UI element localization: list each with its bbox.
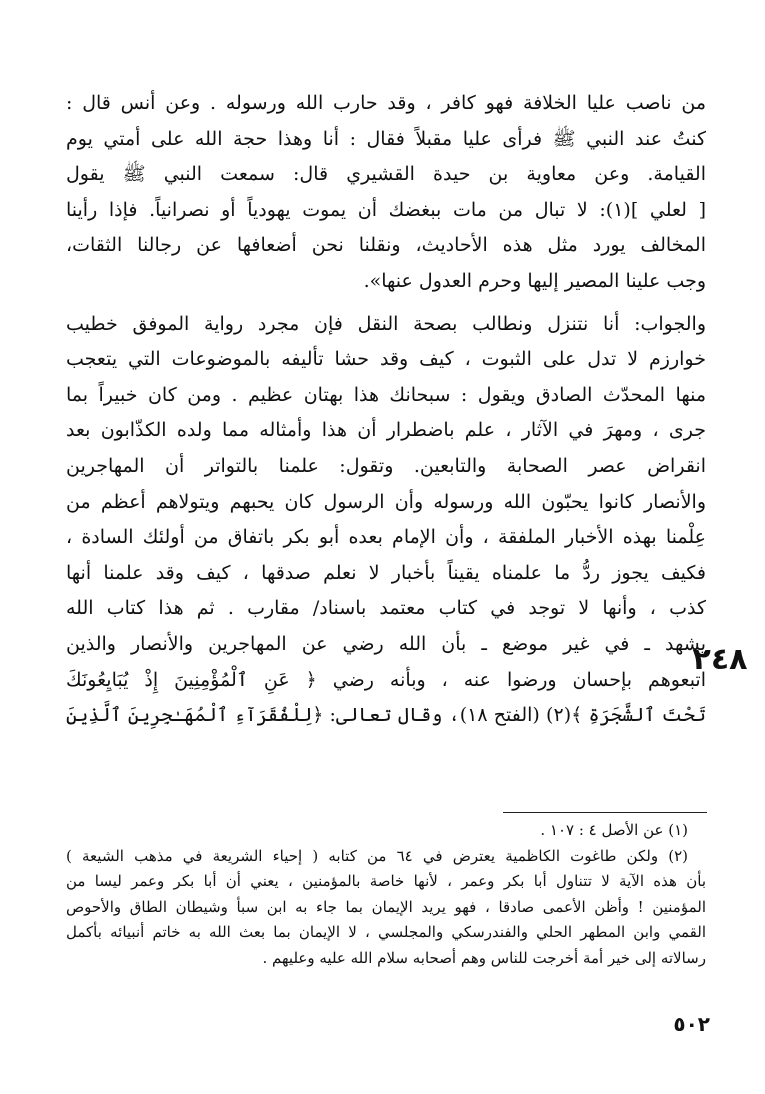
text-line: جرى ، ومهرَ في الآثار ، علم باضطرار أن هذا وأمثاله مما ولده الكذّابون بعد bbox=[66, 419, 706, 442]
text-line: منها المحدّث الصادق ويقول : سبحانك هذا بهتان عظيم . ومن كان خبيراً بما bbox=[66, 383, 706, 406]
page-number: ٥٠٢ bbox=[673, 1012, 710, 1036]
text-line: والأنصار كانوا يحبّون الله ورسوله وأن الرسول كان يحبهم ويتولاهم أعظم من bbox=[66, 490, 706, 513]
footnote-line: المؤمنين ! وأظن الأعمى صادقا ، فهو يريد الإيمان بما جاء به ابن سبأ وشيطان الطاق والأحوص bbox=[66, 897, 706, 916]
paragraph-gap bbox=[66, 300, 706, 307]
text-line: كنتُ عند النبي ﷺ فرأى عليا مقبلاً فقال : أنا وهذا حجة الله على أمتي يوم bbox=[66, 127, 706, 150]
text-line: [ لعلي ](١): لا تبال من مات ببغضك أن يموت يهودياً أو نصرانياً. فإذا رأينا bbox=[66, 198, 706, 221]
footnote-line: بأن هذه الآية لا تتناول أبا بكر وعمر ، لأنها خاصة بالمؤمنين ، يعني أن أبا بكر وعمر ليسا من bbox=[66, 872, 706, 890]
text-line: من ناصب عليا الخلافة فهو كافر ، وقد حارب الله ورسوله . وعن أنس قال : bbox=[66, 92, 706, 114]
text-line: اتبعوهم بإحسان ورضوا عنه ، وبأنه رضي ﴿ عَنِ ٱلْمُؤْمِنِينَ إِذْ يُبَايِعُونَكَ bbox=[66, 668, 706, 691]
text-line: فكيف يجوز ردُّ ما علمناه يقيناً بأخبار لا نعلم صدقها ، كيف وقد علمنا أنها bbox=[66, 561, 706, 584]
text-line: خوارزم لا تدل على الثبوت ، كيف وقد حشا تأليفه بالموضوعات التي يتعجب bbox=[66, 348, 706, 371]
text-line: القيامة. وعن معاوية بن حيدة القشيري قال: سمعت النبي ﷺ يقول bbox=[66, 163, 706, 186]
footnote-line: رسالاته إلى خير أمة أخرجت للناس وهم أصحابه سلام الله عليه وعليهم . bbox=[262, 948, 706, 967]
main-text bbox=[66, 86, 706, 734]
text-line: والجواب: أنا نتنزل ونطالب بصحة النقل فإن مجرد رواية الموفق خطيب bbox=[66, 312, 706, 335]
text-line: عِلْمنا بهذه الأخبار الملفقة ، وأن الإمام بعده أبو بكر باتفاق من أولئك السادة ، bbox=[66, 526, 706, 549]
text-line: تَحْتَ ٱلشَّجَرَةِ ﴾(٢) (الفتح ١٨)، وقال تعالى: ﴿لِلْفُقَرَآءِ ٱلْمُهَـٰجِرِينَ ٱلَّذِينَ bbox=[66, 704, 706, 727]
text-line: وجب علينا المصير إليها وحرم العدول عنها». bbox=[363, 269, 706, 292]
text-line: المخالف يورد مثل هذه الأحاديث، ونقلنا نحن أضعافها عن رجالنا الثقات، bbox=[66, 234, 706, 257]
text-line: كذب ، وأنها لا توجد في كتاب معتمد باسناد/ مقارب . ثم هذا كتاب الله bbox=[66, 597, 706, 620]
footnotes bbox=[66, 818, 706, 971]
text-line: يشهد ـ في غير موضع ـ بأن الله رضي عن المهاجرين والأنصار والذين bbox=[66, 632, 706, 655]
footnote-divider bbox=[503, 812, 707, 813]
footnote-line: (٢) ولكن طاغوت الكاظمية يعترض في ٦٤ من كتابه ( إحياء الشريعة في مذهب الشيعة ) bbox=[66, 846, 689, 865]
margin-page-number: ٢٤٨ bbox=[692, 642, 748, 677]
footnote-line: القمي وابن المطهر الحلي والفندرسكي والمجلسي ، لا الإيمان بما بعث الله به خاتم أنبيائه بأكمل bbox=[66, 923, 706, 941]
footnote-line: (١) عن الأصل ٤ : ١٠٧ . bbox=[540, 821, 688, 839]
text-line: انقراض عصر الصحابة والتابعين. وتقول: علمنا بالتواتر أن المهاجرين bbox=[66, 454, 706, 477]
